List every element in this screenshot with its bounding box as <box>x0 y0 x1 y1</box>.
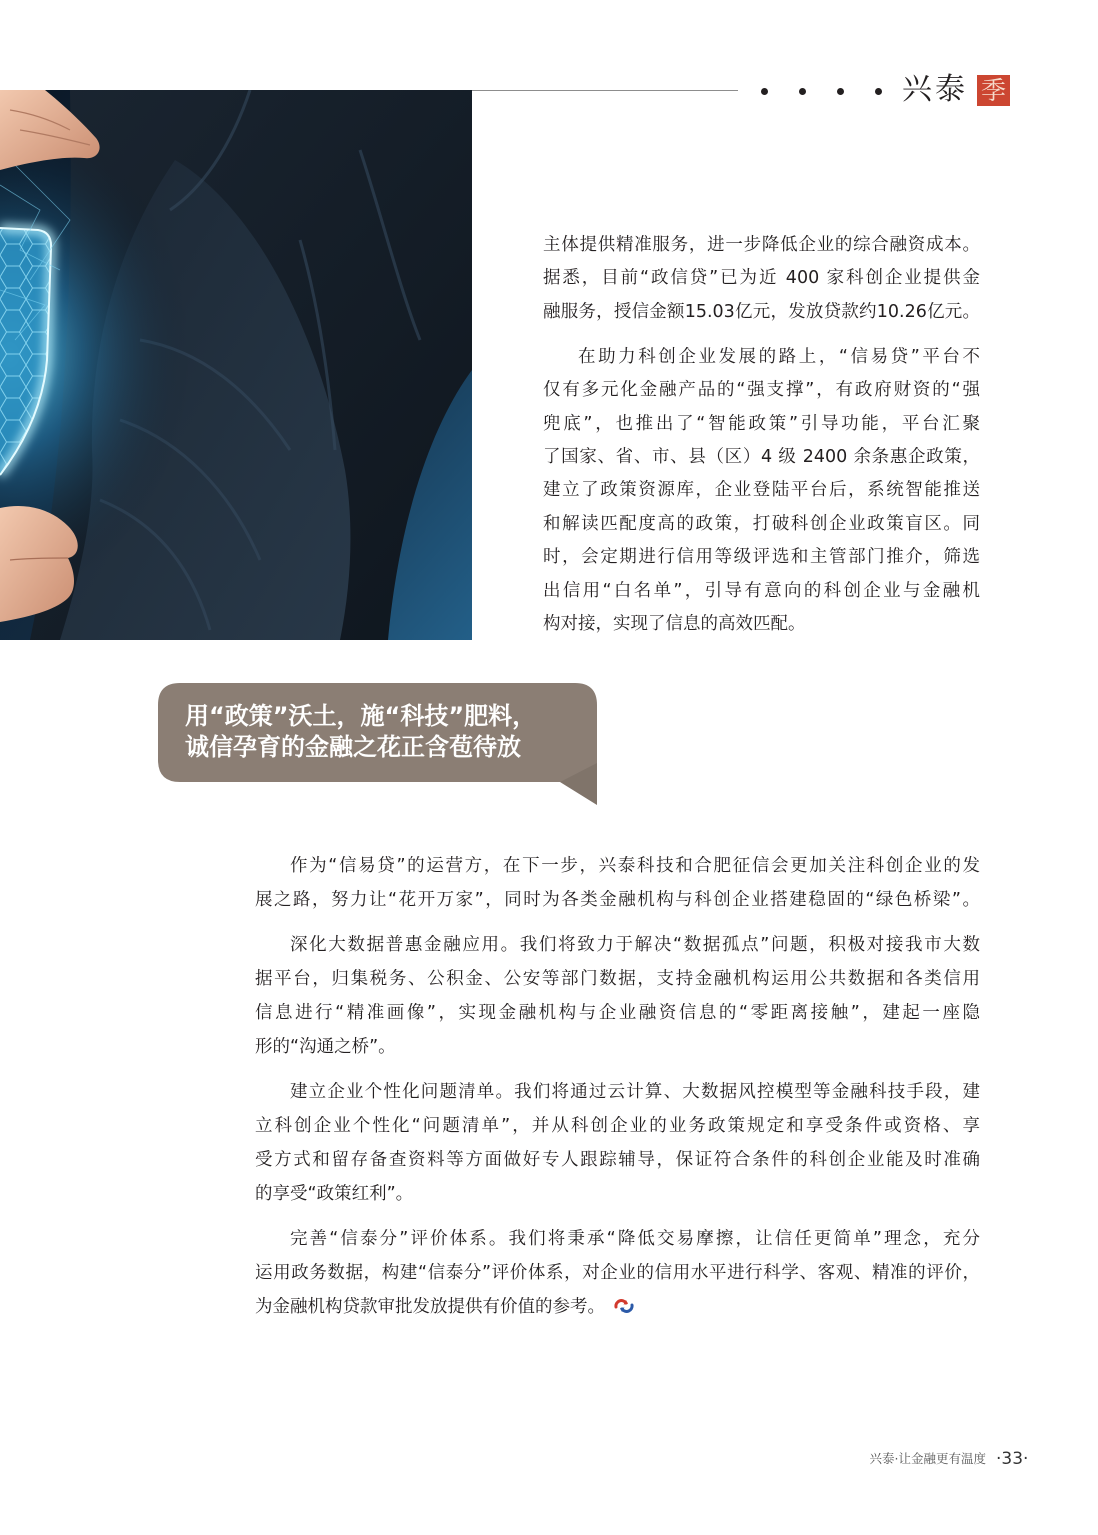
body-text-line: 和解读匹配度高的政策，打破科创企业政策盲区。同 <box>543 513 980 534</box>
body-text-line <box>255 1290 980 1324</box>
body-paragraph <box>255 849 980 917</box>
main-text-column <box>255 849 980 1335</box>
body-text-line: 据平台，归集税务、公积金、公安等部门数据，支持金融机构运用公共数据和各类信用 <box>255 969 980 989</box>
body-text-line: 运用政务数据，构建“信泰分”评价体系，对企业的信用水平进行科学、客观、精准的评价， <box>255 1263 980 1283</box>
body-text-line: 建立了政策资源库，企业登陆平台后，系统智能推送 <box>543 480 980 501</box>
seal-logo: 季 <box>977 75 1010 106</box>
body-text-line: 在助力科创企业发展的路上，“信易贷”平台不 <box>578 346 980 367</box>
body-text-line: 的享受“政策红利”。 <box>255 1184 414 1204</box>
body-text-line: 深化大数据普惠金融应用。我们将致力于解决“数据孤点”问题，积极对接我市大数 <box>290 935 980 955</box>
body-text-line: 作为“信易贷”的运营方，在下一步，兴泰科技和合肥征信会更加关注科创企业的发 <box>290 856 980 876</box>
body-paragraph <box>543 229 980 329</box>
body-paragraph <box>255 928 980 1064</box>
header-rule <box>472 90 738 91</box>
callout-heading-line: 用“政策”沃土，施“科技”肥料， <box>185 702 537 730</box>
body-text-line: 据悉，目前“政信贷”已为近 400 家科创企业提供金 <box>543 268 980 289</box>
body-text-line: 时，会定期进行信用等级评选和主管部门推介，筛选 <box>543 547 980 568</box>
body-text-line: 了国家、省、市、县（区）4 级 2400 余条惠企政策， <box>543 447 980 468</box>
page-number: ·33· <box>996 1449 1029 1469</box>
body-text-line: 信息进行“精准画像”，实现金融机构与企业融资信息的“零距离接触”，建起一座隐 <box>255 1003 980 1023</box>
body-text-line: 立科创企业个性化“问题清单”，并从科创企业的业务政策规定和享受条件或资格、享 <box>255 1116 980 1136</box>
body-text-line: 兜底”，也推出了“智能政策”引导功能，平台汇聚 <box>543 413 980 434</box>
body-text-line: 建立企业个性化问题清单。我们将通过云计算、大数据风控模型等金融科技手段，建 <box>290 1082 980 1102</box>
body-text-line: 融服务，授信金额15.03亿元，发放贷款约10.26亿元。 <box>543 301 980 322</box>
dot-icon <box>875 88 882 95</box>
body-text-line: 完善“信泰分”评价体系。我们将秉承“降低交易摩擦，让信任更简单”理念，充分 <box>290 1229 980 1249</box>
body-paragraph <box>255 1222 980 1324</box>
body-text-span: 为金融机构贷款审批发放提供有价值的参考。 <box>255 1297 605 1317</box>
body-text-line: 受方式和留存备查资料等方面做好专人跟踪辅导，保证符合条件的科创企业能及时准确 <box>255 1150 980 1170</box>
body-text-line: 构对接，实现了信息的高效匹配。 <box>543 614 806 635</box>
body-text-line: 仅有多元化金融产品的“强支撑”，有政府财资的“强 <box>543 380 980 401</box>
dot-icon <box>837 88 844 95</box>
body-text-line: 展之路，努力让“花开万家”，同时为各类金融机构与科创企业搭建稳固的“绿色桥梁”。 <box>255 890 980 910</box>
right-text-column <box>543 229 980 653</box>
body-text-line: 主体提供精准服务，进一步降低企业的综合融资成本。 <box>543 235 980 255</box>
callout-heading-line: 诚信孕育的金融之花正含苞待放 <box>185 733 521 761</box>
dot-icon <box>799 88 806 95</box>
article-end-mark-icon <box>613 1299 635 1313</box>
body-text-line: 出信用“白名单”，引导有意向的科创企业与金融机 <box>543 580 980 601</box>
dot-icon <box>761 88 768 95</box>
body-text-line: 形的“沟通之桥”。 <box>255 1037 396 1057</box>
body-paragraph <box>543 341 980 642</box>
magazine-brand: 兴泰 <box>902 72 968 107</box>
callout-heading <box>185 701 585 763</box>
footer-tagline: 兴泰·让金融更有温度 <box>869 1451 986 1466</box>
body-paragraph <box>255 1075 980 1211</box>
feature-photo <box>0 90 472 640</box>
